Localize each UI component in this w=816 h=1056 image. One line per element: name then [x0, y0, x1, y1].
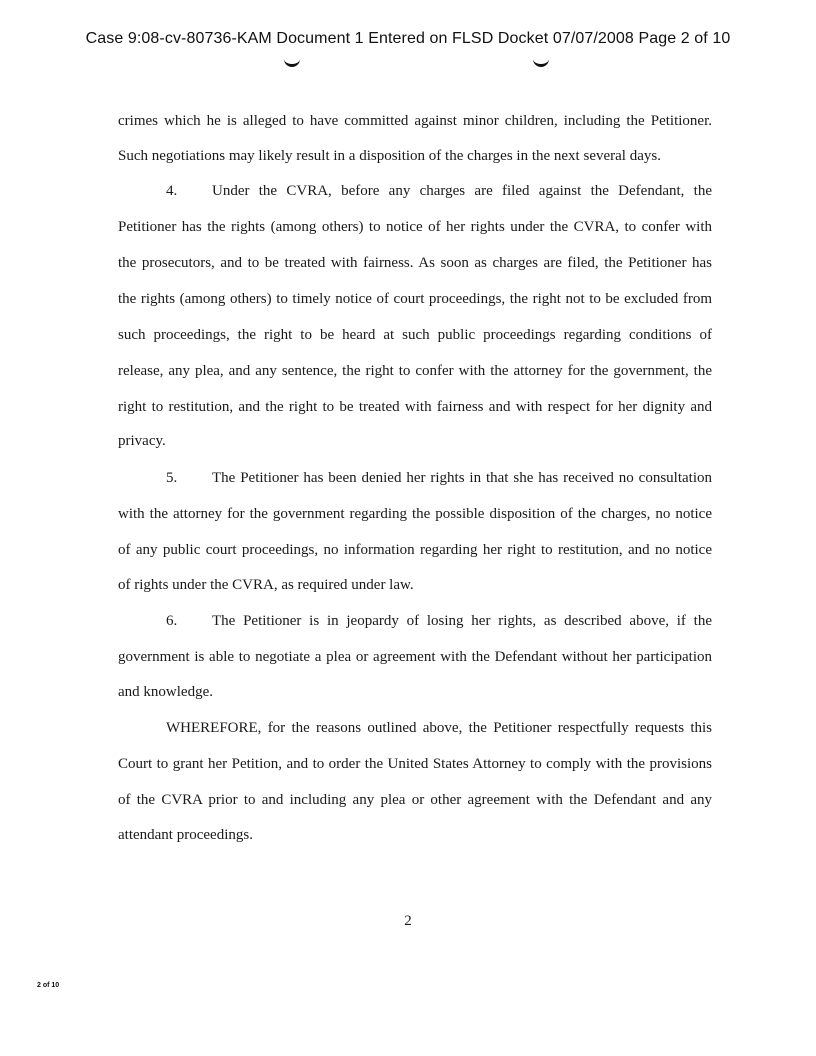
text-line: attendant proceedings.	[118, 827, 253, 843]
paragraph-6-first-line	[118, 612, 712, 630]
paragraph-number: 4.	[166, 183, 178, 199]
scan-mark	[533, 54, 549, 67]
footer-page-mark: 2 of 10	[37, 982, 60, 989]
text-line: The Petitioner is in jeopardy of losing her rights, as described above, if the	[212, 613, 712, 629]
text-line: WHEREFORE, for the reasons outlined above, the Petitioner respectfully requests this	[166, 720, 712, 736]
text-line: release, any plea, and any sentence, the right to confer with the attorney for the government, the	[118, 363, 712, 379]
text-line: government is able to negotiate a plea or agreement with the Defendant without her participation	[118, 649, 712, 665]
text-line: Petitioner has the rights (among others) to notice of her rights under the CVRA, to confer with	[118, 219, 712, 235]
paragraph-4-first-line	[118, 182, 712, 200]
text-line: The Petitioner has been denied her rights in that she has received no consultation	[212, 470, 712, 486]
paragraph-number: 6.	[166, 613, 178, 629]
text-line: the prosecutors, and to be treated with fairness. As soon as charges are filed, the Petitioner has	[118, 255, 712, 271]
text-line: of any public court proceedings, no information regarding her right to restitution, and no notice	[118, 542, 712, 558]
text-line: of the CVRA prior to and including any plea or other agreement with the Defendant and any	[118, 792, 712, 808]
text-line: Such negotiations may likely result in a disposition of the charges in the next several days.	[118, 148, 661, 164]
text-line: Court to grant her Petition, and to order the United States Attorney to comply with the provisions	[118, 756, 712, 772]
text-line: and knowledge.	[118, 684, 213, 700]
text-line: with the attorney for the government regarding the possible disposition of the charges, no notice	[118, 506, 712, 522]
text-line: privacy.	[118, 433, 166, 449]
case-header-stamp: Case 9:08-cv-80736-KAM Document 1 Entered on FLSD Docket 07/07/2008 Page 2 of 10	[85, 30, 731, 47]
page-number: 2	[404, 913, 412, 929]
text-line: such proceedings, the right to be heard at such public proceedings regarding conditions of	[118, 327, 712, 343]
text-line: of rights under the CVRA, as required under law.	[118, 577, 414, 593]
text-line: right to restitution, and the right to be treated with fairness and with respect for her dignity and	[118, 399, 712, 415]
text-line: the rights (among others) to timely notice of court proceedings, the right not to be excluded from	[118, 291, 712, 307]
paragraph-5-first-line	[118, 469, 712, 487]
scan-mark	[284, 54, 300, 67]
text-line: crimes which he is alleged to have committed against minor children, including the Petitioner.	[118, 113, 712, 129]
text-line: Under the CVRA, before any charges are filed against the Defendant, the	[212, 183, 712, 199]
paragraph-number: 5.	[166, 470, 178, 486]
